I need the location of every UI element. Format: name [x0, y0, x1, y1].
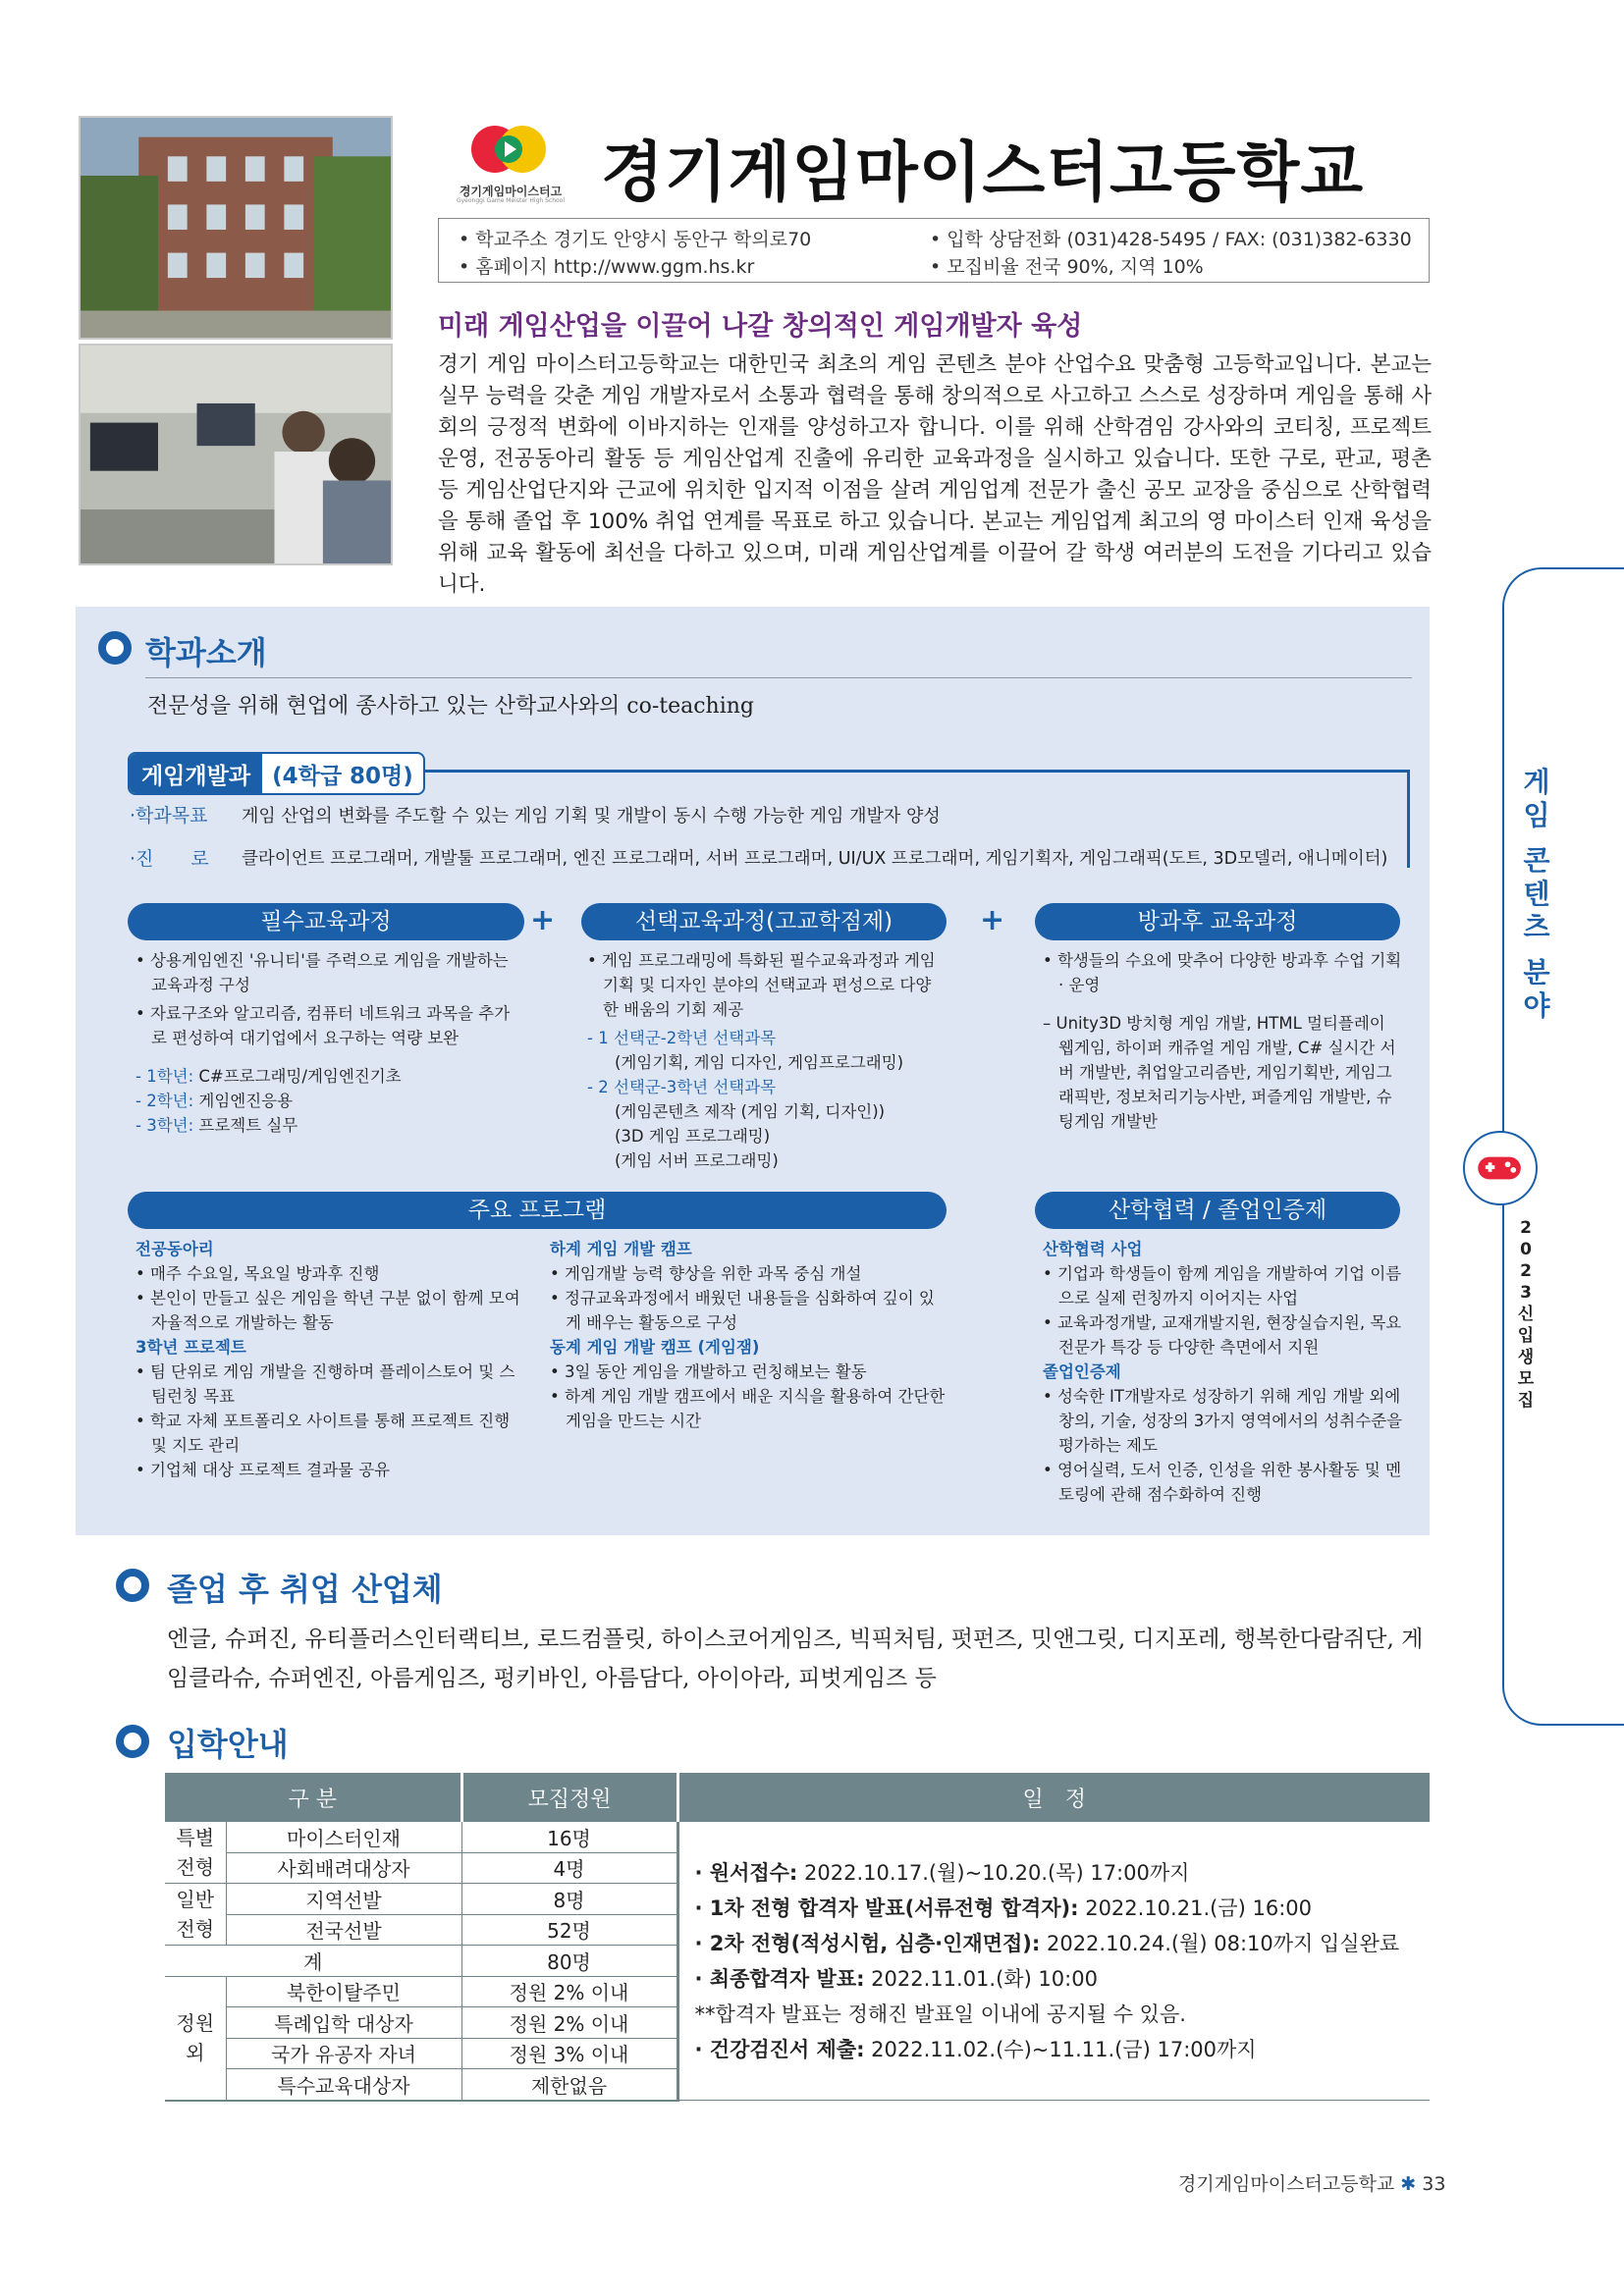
afterschool-course-pill: 방과후 교육과정	[1035, 903, 1400, 940]
school-title: 경기게임마이스터고등학교	[601, 134, 1365, 210]
special-label: 특별 전형	[165, 1822, 226, 1884]
coop-pill: 산학협력 / 졸업인증제	[1035, 1192, 1400, 1229]
school-building-photo	[79, 116, 393, 340]
plus-icon: +	[980, 903, 1005, 937]
th-category: 구 분	[165, 1773, 461, 1822]
companies-list: 엔글, 슈퍼진, 유티플러스인터랙티브, 로드컴플릿, 하이스코어게임즈, 빅픽처팀, 펏펀즈, 밋앤그릿, 디지포레, 행복한다람쥐단, 게임클라슈, 슈퍼엔진, 아름게임즈, 펑키바인, 아름담다, 아이아라, 피벗게임즈 등	[167, 1627, 1424, 1691]
programs-right-column: 하계 게임 개발 캠프 • 게임개발 능력 향상을 위한 과목 중심 개설 • 정규교육과정에서 배웠던 내용들을 심화하여 깊이 있게 배우는 활동으로 구성 동계 게임 개발 캠프 (게임잼) • 3일 동안 게임을 개발하고 런칭해보는 활동 • 하계 게임 개발 캠프에서 배운 지식을 활용하여 간단한 게임을 만드는 시간	[550, 1240, 946, 1430]
goal-label: ·학과목표	[130, 805, 208, 827]
schedule-item: · 건강검진서 제출: 2022.11.02.(수)~11.11.(금) 17:00까지	[694, 2037, 1257, 2061]
dept-name: 게임개발과	[130, 754, 262, 793]
schedule-item: · 최종합격자 발표: 2022.11.01.(화) 10:00	[694, 1966, 1098, 1991]
classroom-photo	[79, 344, 393, 565]
section-bullet-icon	[116, 1569, 149, 1602]
table-cell: 정원 2% 이내	[461, 1976, 677, 2007]
table-cell: 52명	[461, 1914, 677, 1946]
table-cell: 지역선발	[226, 1884, 461, 1915]
total-value: 80명	[461, 1946, 677, 1977]
admission-table	[165, 1773, 1430, 2102]
table-cell: 16명	[461, 1822, 677, 1852]
schedule-item: · 1차 전형 합격자 발표(서류전형 합격자): 2022.10.21.(금) 16:00	[694, 1896, 1312, 1920]
page-footer	[1178, 2169, 1445, 2196]
elective-course-pill: 선택교육과정(고교학점제)	[581, 903, 947, 940]
schedule-item: · 2차 전형(적성시험, 심층·인재면접): 2022.10.24.(월) 08:10까지 입실완료	[694, 1931, 1400, 1955]
total-label: 계	[165, 1946, 461, 1977]
section-bullet-icon	[98, 631, 132, 665]
schedule-note: **합격자 발표는 정해진 발표일 이내에 공지될 수 있음.	[694, 2002, 1186, 2026]
table-cell: 8명	[461, 1884, 677, 1915]
slogan: 미래 게임산업을 이끌어 나갈 창의적인 게임개발자 육성	[438, 311, 1083, 342]
required-course-column: • 상용게임엔진 '유니티'를 주력으로 게임을 개발하는 교육과정 구성 • 자료구조와 알고리즘, 컴퓨터 네트워크 과목을 추가로 편성하여 대기업에서 요구하는 역량 보완 - 1학년: C#프로그래밍/게임엔진기초 - 2학년: 게임엔진응용 - 3학년: 프로젝트 실무	[135, 951, 511, 1135]
table-cell: 북한이탈주민	[226, 1976, 461, 2007]
table-cell: 마이스터인재	[226, 1822, 461, 1852]
dept-section-title: 학과소개	[145, 634, 267, 671]
th-schedule: 일 정	[677, 1773, 1430, 1822]
table-cell: 4명	[461, 1852, 677, 1884]
table-cell: 전국선발	[226, 1914, 461, 1946]
extra-label: 정원 외	[165, 1976, 226, 2101]
info-ratio: • 모집비율 전국 90%, 지역 10%	[930, 256, 1204, 278]
afterschool-course-column: • 학생들의 수요에 맞추어 다양한 방과후 수업 기획 · 운영 – Unity3D 방치형 게임 개발, HTML 멀티플레이 웹게임, 하이퍼 캐쥬얼 게임 개발, C# 실시간 서버 개발반, 취업알고리즘반, 게임기획반, 게임그래픽반, 정보처리기능사반, 퍼즐게임 개발반, 슈팅게임 개발반	[1043, 951, 1402, 1131]
divider	[145, 677, 1412, 678]
info-homepage[interactable]: • 홈페이지 http://www.ggm.hs.kr	[459, 256, 755, 278]
elective-course-column: • 게임 프로그래밍에 특화된 필수교육과정과 게임 기획 및 디자인 분야의 선택교과 편성으로 다양한 배움의 기회 제공 - 1 선택군-2학년 선택과목 (게임기획, 게임 디자인, 게임프로그래밍) - 2 선택군-3학년 선택과목 (게임콘텐츠 제작 (게임 기획, 디자인)) (3D 게임 프로그래밍) (게임 서버 프로그래밍)	[587, 951, 936, 1170]
table-cell: 제한없음	[461, 2069, 677, 2101]
page-number: 33	[1422, 2173, 1446, 2195]
table-cell: 사회배려대상자	[226, 1852, 461, 1884]
table-cell: 정원 3% 이내	[461, 2038, 677, 2069]
career-text: 클라이언트 프로그래머, 개발툴 프로그래머, 엔진 프로그래머, 서버 프로그래머, UI/UX 프로그래머, 게임기획자, 게임그래픽(도트, 3D모델러, 애니메이터)	[242, 849, 1388, 869]
programs-left-column: 전공동아리 • 매주 수요일, 목요일 방과후 진행 • 본인이 만들고 싶은 게임을 학년 구분 없이 함께 모여 자율적으로 개발하는 활동 3학년 프로젝트 • 팀 단위로 게임 개발을 진행하며 플레이스토어 및 스팀런칭 목표 • 학교 자체 포트폴리오 사이트를 통해 프로젝트 진행 및 지도 관리 • 기업체 대상 프로젝트 결과물 공유	[135, 1240, 520, 1479]
table-cell: 정원 2% 이내	[461, 2007, 677, 2039]
employment-section-title: 졸업 후 취업 산업체	[167, 1571, 443, 1608]
footer-school: 경기게임마이스터고등학교	[1178, 2173, 1395, 2195]
dept-tag	[128, 752, 425, 795]
logo-subtext: Gyeonggi Game Meister High School	[456, 197, 566, 204]
table-cell: 국가 유공자 자녀	[226, 2038, 461, 2069]
schedule-cell	[677, 1822, 1430, 2101]
admission-section-title: 입학안내	[167, 1726, 289, 1763]
side-tab-title: 게 임 콘 텐 츠 분 야	[1523, 766, 1550, 1022]
dept-quota: (4학급 80명)	[272, 764, 413, 789]
main-programs-pill: 주요 프로그램	[128, 1192, 947, 1229]
table-cell: 특수교육대상자	[226, 2069, 461, 2101]
career-label: ·진 로	[130, 848, 209, 870]
section-bullet-icon	[116, 1725, 149, 1758]
goal-text: 게임 산업의 변화를 주도할 수 있는 게임 기획 및 개발이 동시 수행 가능한 게임 개발자 양성	[242, 806, 941, 827]
required-course-pill: 필수교육과정	[128, 903, 524, 940]
coop-column: 산학협력 사업 • 기업과 학생들이 함께 게임을 개발하여 기업 이름으로 실제 런칭까지 이어지는 사업 • 교육과정개발, 교재개발지원, 현장실습지원, 목요 전문가 특강 등 다양한 측면에서 지원 졸업인증제 • 성숙한 IT개발자로 성장하기 위해 게임 개발 외에 창의, 기술, 성장의 3가지 영역에서의 성취수준을 평가하는 제도 • 영어실력, 도서 인증, 인성을 위한 봉사활동 및 멘토링에 관해 점수화하여 진행	[1043, 1240, 1403, 1504]
school-logo-icon	[469, 116, 552, 183]
star-icon: ✱	[1400, 2173, 1417, 2195]
co-teaching-text: 전문성을 위해 현업에 종사하고 있는 산학교사와의 co-teaching	[147, 694, 755, 719]
school-info-box	[438, 218, 1430, 283]
logo-text: 경기게임마이스터고	[459, 185, 563, 198]
info-address: • 학교주소 경기도 안양시 동안구 학의로70	[459, 229, 812, 250]
plus-icon: +	[530, 903, 556, 937]
th-quota: 모집정원	[461, 1773, 677, 1822]
intro-paragraph: 경기 게임 마이스터고등학교는 대한민국 최초의 게임 콘텐츠 분야 산업수요 맞춤형 고등학교입니다. 본교는 실무 능력을 갖춘 게임 개발자로서 소통과 협력을 통해 창의적으로 사고하고 스스로 성장하며 게임을 통해 사회의 긍정적 변화에 이바지하는 인재를 양성하고자 합니다. 이를 위해 산학겸임 강사와의 코티칭, 프로젝트 운영, 전공동아리 활동 등 게임산업계 진출에 유리한 교육과정을 실시하고 있습니다. 또한 구로, 판교, 평촌 등 게임산업단지와 근교에 위치한 입지적 이점을 살려 게임업계 전문가 출신 공모 교장을 중심으로 산학협력을 통해 졸업 후 100% 취업 연계를 목표로 하고 있습니다. 본교는 게임업계 최고의 영 마이스터 인재 육성을 위해 교육 활동에 최선을 다하고 있으며, 미래 게임산업계를 이끌어 갈 학생 여러분의 도전을 기다리고 있습니다.	[438, 352, 1432, 597]
general-label: 일반 전형	[165, 1884, 226, 1946]
side-tab-subtitle: 2 0 2 3 신 입 생 모 집	[1517, 1218, 1535, 1411]
gamepad-icon	[1463, 1131, 1538, 1205]
table-cell: 특례입학 대상자	[226, 2007, 461, 2039]
tag-side-line	[1407, 770, 1410, 868]
info-phone: • 입학 상담전화 (031)428-5495 / FAX: (031)382-6330	[930, 229, 1412, 250]
schedule-item: · 원서접수: 2022.10.17.(월)~10.20.(목) 17:00까지	[694, 1860, 1190, 1885]
